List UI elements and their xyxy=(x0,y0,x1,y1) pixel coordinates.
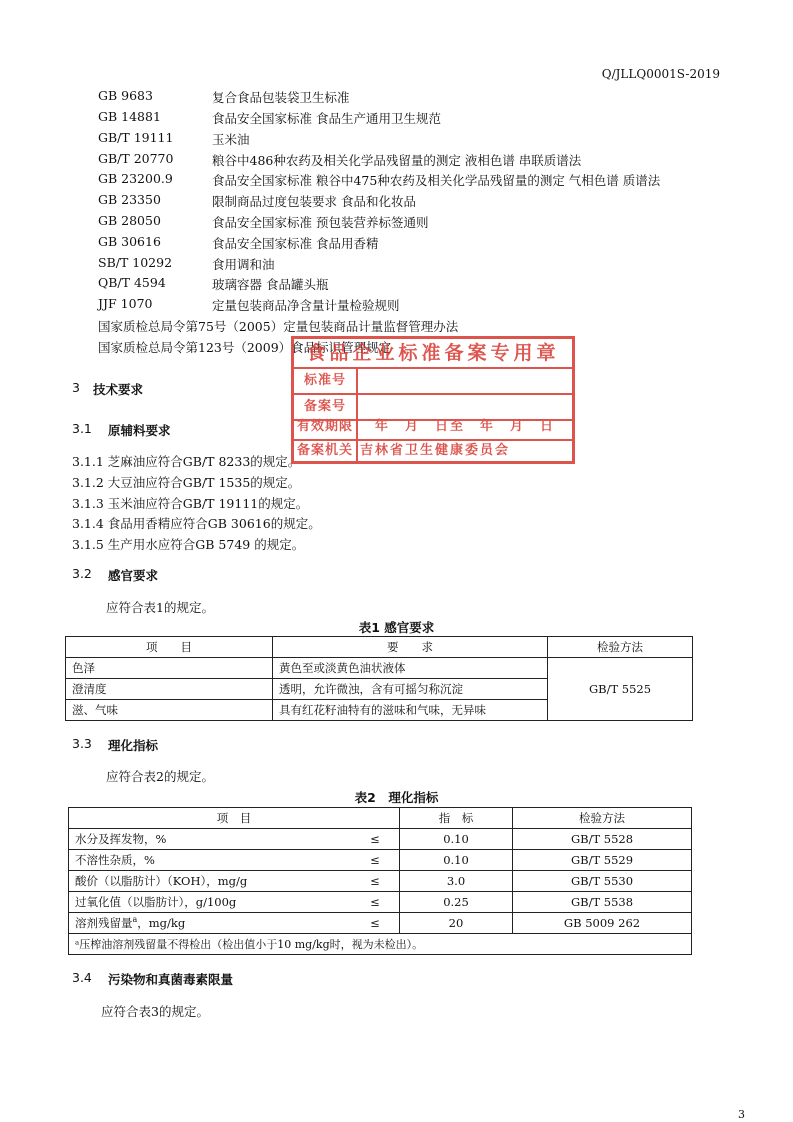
reference-title: 食品安全国家标准 粮谷中475种农药及相关化学品残留量的测定 气相色谱 质谱法 xyxy=(212,173,661,188)
table-row xyxy=(69,871,692,892)
requirement-item: 3.1.2 大豆油应符合GB/T 1535的规定。 xyxy=(72,475,301,490)
reference-code: GB 28050 xyxy=(98,213,161,228)
stamp-label: 标准号 xyxy=(294,369,358,393)
table-cell: 不溶性杂质，% xyxy=(69,850,352,871)
reference-title: 粮谷中486种农药及相关化学品残留量的测定 液相色谱 串联质谱法 xyxy=(212,153,582,168)
reference-title: 食用调和油 xyxy=(212,257,275,272)
section-title: 污染物和真菌毒素限量 xyxy=(108,972,234,987)
section-title: 感官要求 xyxy=(108,568,159,583)
requirement-item: 3.1.3 玉米油应符合GB/T 19111的规定。 xyxy=(72,496,309,511)
table-cell: 0.25 xyxy=(400,892,513,913)
stamp-row xyxy=(294,369,572,395)
table-footnote: ᵃ压榨油溶剂残留量不得检出（检出值小于10 mg/kg时，视为未检出）。 xyxy=(69,934,692,955)
stamp-title: 食品企业标准备案专用章 xyxy=(294,339,572,369)
reference-title: 食品安全国家标准 食品生产通用卫生规范 xyxy=(212,111,441,126)
reference-title: 复合食品包装袋卫生标准 xyxy=(212,90,350,105)
section-title: 技术要求 xyxy=(93,382,144,397)
footnote-marker: a xyxy=(132,915,138,925)
table-header: 指 标 xyxy=(400,808,513,829)
item-unit: ，mg/kg xyxy=(137,916,186,930)
table-footnote-row xyxy=(69,934,692,955)
table-cell: GB/T 5530 xyxy=(513,871,692,892)
stamp-label: 备案机关 xyxy=(294,439,358,463)
reference-title: 玉米油 xyxy=(212,132,250,147)
table-cell: 黄色至或淡黄色油状液体 xyxy=(273,658,548,679)
table-cell: 滋、气味 xyxy=(66,700,273,721)
table-cell: ≤ xyxy=(351,871,400,892)
reference-code: GB/T 20770 xyxy=(98,151,174,166)
table-cell: 酸价（以脂肪计）（KOH），mg/g xyxy=(69,871,352,892)
table-row xyxy=(69,829,692,850)
section-number: 3.1 xyxy=(72,421,92,436)
table-cell: 20 xyxy=(400,913,513,934)
section-number: 3.2 xyxy=(72,566,92,581)
table-cell: ≤ xyxy=(351,850,400,871)
reference-title: 食品安全国家标准 预包装营养标签通则 xyxy=(212,215,429,230)
stamp-label: 备案号 xyxy=(294,395,358,419)
regulation-order: 国家质检总局令第123号（2009）食品标识管理规定 xyxy=(98,340,392,355)
reference-code: JJF 1070 xyxy=(98,296,153,311)
document-code: Q/JLLQ0001S-2019 xyxy=(601,67,720,81)
table-cell: ≤ xyxy=(351,913,400,934)
table-row xyxy=(69,850,692,871)
reference-code: GB 30616 xyxy=(98,234,161,249)
table-header: 项 目 xyxy=(69,808,400,829)
section-number: 3.4 xyxy=(72,970,92,985)
filing-stamp xyxy=(291,336,575,464)
section-title: 理化指标 xyxy=(108,738,159,753)
table-header: 要 求 xyxy=(273,637,548,658)
table-cell: GB/T 5525 xyxy=(548,658,693,721)
table-cell: 0.10 xyxy=(400,850,513,871)
table-cell: ≤ xyxy=(351,829,400,850)
table-caption: 表1 感官要求 xyxy=(358,620,435,635)
physicochemical-table xyxy=(68,807,692,955)
table-cell: ≤ xyxy=(351,892,400,913)
requirement-item: 3.1.4 食品用香精应符合GB 30616的规定。 xyxy=(72,516,321,531)
stamp-value xyxy=(360,369,568,393)
table-cell: 过氧化值（以脂肪计），g/100g xyxy=(69,892,352,913)
table-cell: 透明，允许微浊，含有可摇匀称沉淀 xyxy=(273,679,548,700)
regulation-order: 国家质检总局令第75号（2005）定量包装商品计量监督管理办法 xyxy=(98,319,459,334)
table-header: 检验方法 xyxy=(548,637,693,658)
table-caption: 表2 理化指标 xyxy=(354,790,439,805)
stamp-value: 年 月 日至 年 月 日 xyxy=(360,419,556,434)
table-cell: GB/T 5528 xyxy=(513,829,692,850)
reference-title: 限制商品过度包装要求 食品和化妆品 xyxy=(212,194,416,209)
table-header: 项 目 xyxy=(66,637,273,658)
table-cell: GB/T 5529 xyxy=(513,850,692,871)
requirement-item: 3.1.5 生产用水应符合GB 5749 的规定。 xyxy=(72,537,305,552)
table-row xyxy=(69,892,692,913)
stamp-row xyxy=(294,439,572,463)
table-cell: GB 5009 262 xyxy=(513,913,692,934)
section-number: 3.3 xyxy=(72,736,92,751)
reference-code: GB 23350 xyxy=(98,192,161,207)
stamp-label: 有效期限 xyxy=(294,415,358,439)
section-number: 3 xyxy=(72,380,80,395)
section-title: 原辅料要求 xyxy=(108,423,171,438)
reference-title: 定量包装商品净含量计量检验规则 xyxy=(212,298,400,313)
reference-title: 玻璃容器 食品罐头瓶 xyxy=(212,277,329,292)
table-cell xyxy=(69,913,352,934)
table-cell: 色泽 xyxy=(66,658,273,679)
sensory-table xyxy=(65,636,693,721)
reference-code: GB 14881 xyxy=(98,109,161,124)
requirement-item: 3.1.1 芝麻油应符合GB/T 8233的规定。 xyxy=(72,454,301,469)
table-cell: 水分及挥发物，% xyxy=(69,829,352,850)
table-header: 检验方法 xyxy=(513,808,692,829)
stamp-row xyxy=(294,415,572,441)
page-number: 3 xyxy=(738,1108,745,1121)
reference-code: SB/T 10292 xyxy=(98,255,173,270)
reference-code: QB/T 4594 xyxy=(98,275,166,290)
section-text: 应符合表2的规定。 xyxy=(106,769,214,784)
reference-code: GB 23200.9 xyxy=(98,171,173,186)
item-text: 溶剂残留量 xyxy=(75,916,133,930)
stamp-value: 吉林省卫生健康委员会 xyxy=(360,443,511,458)
section-text: 应符合表1的规定。 xyxy=(106,600,214,615)
table-cell: 具有红花籽油特有的滋味和气味，无异味 xyxy=(273,700,548,721)
table-cell: 0.10 xyxy=(400,829,513,850)
reference-code: GB/T 19111 xyxy=(98,130,174,145)
section-text: 应符合表3的规定。 xyxy=(101,1004,209,1019)
table-cell: GB/T 5538 xyxy=(513,892,692,913)
reference-title: 食品安全国家标准 食品用香精 xyxy=(212,236,379,251)
table-row xyxy=(66,658,693,679)
table-row xyxy=(69,913,692,934)
table-cell: 澄清度 xyxy=(66,679,273,700)
table-cell: 3.0 xyxy=(400,871,513,892)
reference-code: GB 9683 xyxy=(98,88,153,103)
